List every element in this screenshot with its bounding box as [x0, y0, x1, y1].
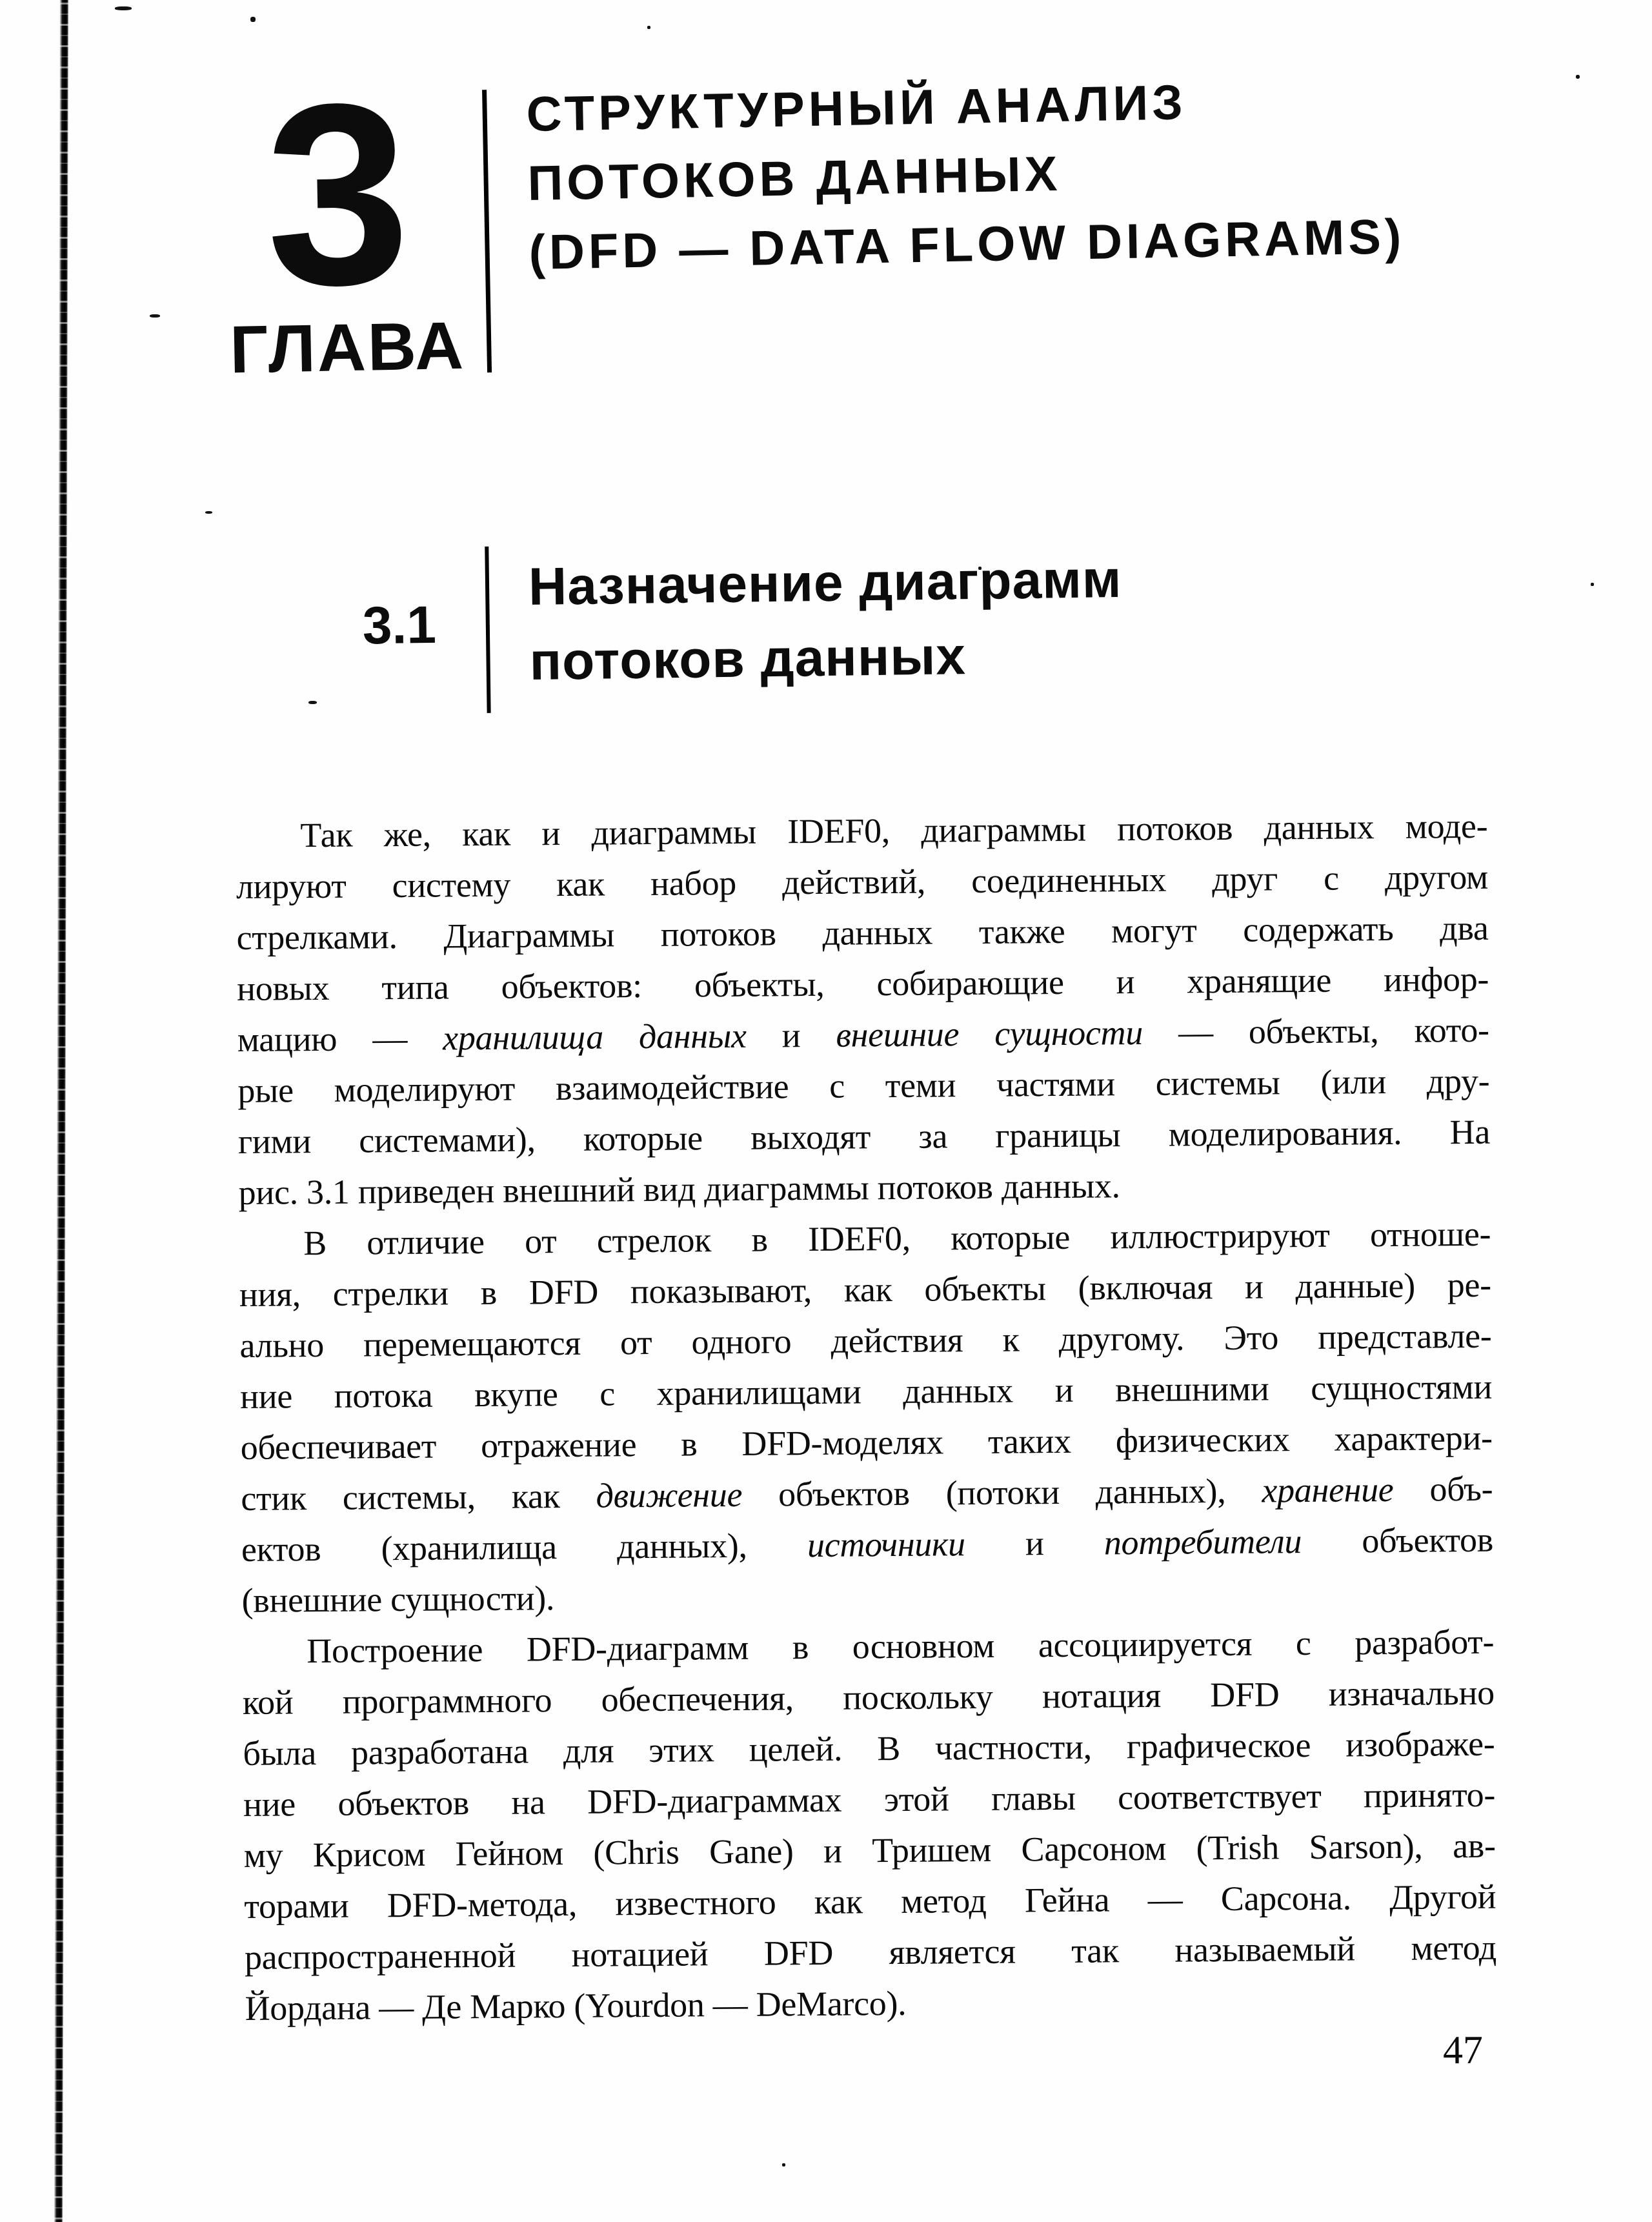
text-line [244, 1872, 1496, 1932]
text-segment: Так же, как и диаграммы IDEF0, диаграммы потоков данных моде- [300, 806, 1488, 855]
italic-term: хранение [1262, 1470, 1394, 1510]
text-segment: му Крисом Гейном (Chris Gane) и Тришем Сарсоном (Trish Sarson), ав- [243, 1826, 1496, 1875]
text-line [243, 1770, 1496, 1830]
text-segment: В отличие от стрелок в IDEF0, которые иллюстрируют отноше- [303, 1214, 1491, 1263]
paragraph-2 [239, 1209, 1494, 1626]
page-number: 47 [1442, 2028, 1484, 2073]
text-segment: — объекты, кото- [1142, 1010, 1489, 1052]
text-segment: объектов (потоки данных), [741, 1471, 1262, 1514]
section-header [0, 0, 1652, 782]
text-line [245, 1974, 1497, 2034]
text-segment: лируют систему как набор действий, соединенных друг с другом [236, 857, 1489, 906]
text-segment: (внешние сущности). [241, 1579, 555, 1620]
text-line [245, 1923, 1497, 1983]
paragraph-1 [236, 801, 1491, 1218]
text-line [237, 954, 1489, 1015]
text-segment: рис. 3.1 приведен внешний вид диаграммы потоков данных. [238, 1166, 1120, 1212]
text-line [237, 1056, 1490, 1116]
text-segment: объ- [1393, 1469, 1493, 1509]
chapter-title-line-1: СТРУКТУРНЫЙ АНАЛИЗ [525, 75, 1187, 143]
text-segment: ния, стрелки в DFD показывают, как объекты (включая и данные) ре- [239, 1265, 1492, 1314]
text-segment: стрелками. Диаграммы потоков данных также могут содержать два [236, 908, 1489, 957]
scan-speck [782, 2163, 785, 2166]
text-line [238, 1107, 1491, 1167]
section-number: 3.1 [362, 595, 437, 656]
text-line [241, 1464, 1493, 1524]
italic-term: движение [596, 1475, 743, 1515]
italic-term: хранилища данных [442, 1016, 747, 1058]
text-line [240, 1413, 1493, 1473]
text-segment: стик системы, как [241, 1476, 596, 1518]
text-segment: Построение DFD-диаграмм в основном ассоциируется с разработ- [306, 1622, 1495, 1671]
text-segment: и [965, 1523, 1105, 1564]
text-segment: распространенной нотацией DFD является так называемый метод [244, 1928, 1497, 1977]
italic-term: потребители [1103, 1522, 1302, 1562]
text-line [238, 1158, 1491, 1218]
text-line [239, 1311, 1492, 1371]
text-line [243, 1719, 1495, 1779]
text-line [243, 1821, 1496, 1881]
text-line [239, 1209, 1491, 1269]
text-line [236, 801, 1488, 862]
text-segment: и [746, 1015, 836, 1055]
text-segment: обеспечивает отражение в DFD-моделях таких физических характери- [240, 1418, 1493, 1467]
body-text [236, 801, 1497, 2034]
text-segment: Йордана — Де Марко (Yourdon — DeMarco). [245, 1983, 907, 2028]
paragraph-3 [242, 1617, 1497, 2034]
text-segment: ально перемещаются от одного действия к другому. Это представле- [239, 1316, 1492, 1365]
text-line [240, 1362, 1493, 1422]
section-divider-rule [485, 547, 490, 713]
italic-term: внешние сущности [836, 1013, 1143, 1055]
section-title [528, 542, 1123, 700]
text-line [241, 1515, 1494, 1575]
italic-term: источники [807, 1524, 965, 1565]
text-line [237, 1005, 1489, 1066]
text-line [242, 1617, 1495, 1677]
text-line [241, 1566, 1494, 1626]
text-line [236, 903, 1489, 964]
text-segment: ние потока вкупе с хранилищами данных и внешними сущностями [239, 1367, 1493, 1416]
chapter-label: ГЛАВА [229, 308, 466, 388]
text-segment: рые моделируют взаимодействие с теми частями системы (или дру- [237, 1061, 1490, 1110]
text-line [236, 852, 1489, 913]
chapter-number: 3 [263, 48, 412, 340]
section-title-line-1: Назначение диаграмм [528, 549, 1123, 617]
chapter-title-line-2: ПОТОКОВ ДАННЫХ [527, 146, 1062, 212]
section-title-line-2: потоков данных [529, 627, 967, 691]
text-segment: торами DFD-метода, известного как метод Гейна — Сарсона. Другой [244, 1877, 1496, 1926]
text-segment: ектов (хранилища данных), [241, 1526, 808, 1569]
text-segment: новых типа объектов: объекты, собирающие и хранящие инфор- [236, 959, 1489, 1008]
text-segment: ние объектов на DFD-диаграммах этой главы соответствует принято- [243, 1775, 1496, 1824]
text-segment: мацию — [237, 1018, 443, 1059]
text-segment: была разработана для этих целей. В частности, графическое изображе- [243, 1724, 1495, 1773]
text-line [239, 1260, 1492, 1320]
text-segment: гими системами), которые выходят за границы моделирования. На [237, 1112, 1491, 1161]
text-line [243, 1668, 1495, 1728]
chapter-title-line-3: (DFD — DATA FLOW DIAGRAMS) [528, 209, 1405, 281]
text-segment: кой программного обеспечения, поскольку нотация DFD изначально [242, 1673, 1495, 1722]
text-segment: объектов [1301, 1520, 1494, 1561]
